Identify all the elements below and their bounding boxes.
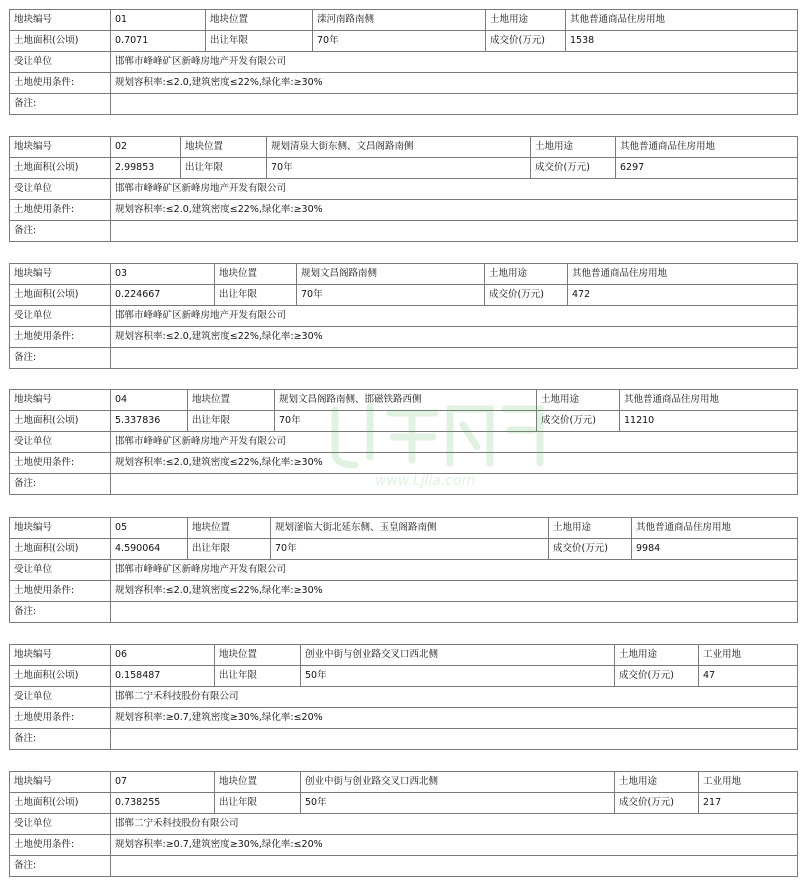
watermark-logo [315,395,555,490]
grantee-value: 邯郸市峰峰矿区新峰房地产开发有限公司 [111,432,798,453]
row-area [10,666,798,687]
row-grantee [10,687,798,708]
parcel-table-02 [9,136,798,242]
area-value: 5.337836 [111,411,188,432]
row-conditions [10,581,798,602]
remarks-label: 备注: [10,94,111,115]
watermark-url: www.Ljlia.com [375,473,476,489]
row-conditions [10,835,798,856]
usage-label: 土地用途 [485,264,568,285]
parcel-no-label: 地块编号 [10,390,111,411]
term-value: 50年 [301,666,615,687]
remarks-value [111,602,798,623]
grantee-label: 受让单位 [10,687,111,708]
remarks-label: 备注: [10,221,111,242]
usage-label: 土地用途 [615,645,699,666]
price-label: 成交价(万元) [549,539,632,560]
area-value: 2.99853 [111,158,181,179]
location-value: 规划文昌阁路南侧、邯磁铁路西侧 [275,390,537,411]
grantee-value: 邯郸市峰峰矿区新峰房地产开发有限公司 [111,306,798,327]
parcel-no-value: 01 [111,10,206,31]
parcel-table-07 [9,771,798,877]
term-value: 70年 [313,31,486,52]
location-label: 地块位置 [215,645,301,666]
row-header [10,10,798,31]
location-value: 滦河南路南侧 [313,10,486,31]
area-label: 土地面积(公顷) [10,793,111,814]
price-value: 1538 [566,31,798,52]
usage-label: 土地用途 [537,390,620,411]
remarks-value [111,348,798,369]
area-value: 4.590064 [111,539,188,560]
row-conditions [10,708,798,729]
conditions-value: 规划容积率:≤2.0,建筑密度≤22%,绿化率:≥30% [111,73,798,94]
price-value: 9984 [632,539,798,560]
remarks-value [111,729,798,750]
location-value: 创业中街与创业路交叉口西北侧 [301,772,615,793]
term-value: 70年 [297,285,485,306]
conditions-label: 土地使用条件: [10,835,111,856]
term-label: 出让年限 [215,793,301,814]
parcel-no-label: 地块编号 [10,137,111,158]
area-label: 土地面积(公顷) [10,31,111,52]
usage-label: 土地用途 [486,10,566,31]
row-header [10,137,798,158]
term-label: 出让年限 [188,411,275,432]
location-value: 规划滏临大街北延东侧、玉皇阁路南侧 [271,518,549,539]
parcel-table-05 [9,517,798,623]
term-label: 出让年限 [206,31,313,52]
conditions-value: 规划容积率:≥0.7,建筑密度≥30%,绿化率:≤20% [111,835,798,856]
parcel-no-label: 地块编号 [10,10,111,31]
parcel-no-value: 03 [111,264,215,285]
term-label: 出让年限 [215,285,297,306]
parcel-no-label: 地块编号 [10,518,111,539]
parcel-no-label: 地块编号 [10,264,111,285]
row-remarks [10,348,798,369]
remarks-label: 备注: [10,602,111,623]
parcel-no-value: 05 [111,518,188,539]
usage-value: 其他普通商品住房用地 [616,137,798,158]
remarks-value [111,221,798,242]
usage-value: 工业用地 [699,772,798,793]
parcel-no-label: 地块编号 [10,645,111,666]
location-label: 地块位置 [215,264,297,285]
conditions-label: 土地使用条件: [10,73,111,94]
location-label: 地块位置 [215,772,301,793]
row-remarks [10,729,798,750]
row-conditions [10,200,798,221]
conditions-label: 土地使用条件: [10,581,111,602]
location-label: 地块位置 [188,518,271,539]
remarks-label: 备注: [10,348,111,369]
area-value: 0.224667 [111,285,215,306]
area-value: 0.738255 [111,793,215,814]
parcel-no-value: 02 [111,137,181,158]
price-label: 成交价(万元) [615,666,699,687]
row-header [10,645,798,666]
row-remarks [10,221,798,242]
term-value: 70年 [267,158,531,179]
row-area [10,793,798,814]
conditions-label: 土地使用条件: [10,200,111,221]
grantee-label: 受让单位 [10,52,111,73]
usage-label: 土地用途 [531,137,616,158]
term-label: 出让年限 [181,158,267,179]
grantee-value: 邯郸市峰峰矿区新峰房地产开发有限公司 [111,52,798,73]
conditions-value: 规划容积率:≤2.0,建筑密度≤22%,绿化率:≥30% [111,200,798,221]
grantee-label: 受让单位 [10,432,111,453]
usage-value: 其他普通商品住房用地 [568,264,798,285]
area-label: 土地面积(公顷) [10,285,111,306]
location-label: 地块位置 [181,137,267,158]
price-value: 6297 [616,158,798,179]
conditions-label: 土地使用条件: [10,708,111,729]
area-label: 土地面积(公顷) [10,666,111,687]
price-value: 11210 [620,411,798,432]
price-label: 成交价(万元) [485,285,568,306]
row-grantee [10,560,798,581]
conditions-value: 规划容积率:≥0.7,建筑密度≥30%,绿化率:≤20% [111,708,798,729]
location-label: 地块位置 [188,390,275,411]
row-conditions [10,327,798,348]
price-label: 成交价(万元) [486,31,566,52]
price-label: 成交价(万元) [615,793,699,814]
location-value: 规划清泉大街东侧、文昌阁路南侧 [267,137,531,158]
parcel-no-value: 07 [111,772,215,793]
grantee-label: 受让单位 [10,814,111,835]
parcel-no-label: 地块编号 [10,772,111,793]
row-conditions [10,73,798,94]
grantee-value: 邯郸二宁禾科技股份有限公司 [111,687,798,708]
row-remarks [10,94,798,115]
location-value: 规划文昌阁路南侧 [297,264,485,285]
area-value: 0.7071 [111,31,206,52]
parcel-no-value: 04 [111,390,188,411]
conditions-value: 规划容积率:≤2.0,建筑密度≤22%,绿化率:≥30% [111,327,798,348]
usage-value: 其他普通商品住房用地 [620,390,798,411]
remarks-value [111,856,798,877]
price-value: 472 [568,285,798,306]
price-label: 成交价(万元) [537,411,620,432]
row-grantee [10,814,798,835]
usage-value: 其他普通商品住房用地 [566,10,798,31]
location-label: 地块位置 [206,10,313,31]
grantee-label: 受让单位 [10,560,111,581]
grantee-label: 受让单位 [10,306,111,327]
conditions-value: 规划容积率:≤2.0,建筑密度≤22%,绿化率:≥30% [111,581,798,602]
term-value: 50年 [301,793,615,814]
price-value: 47 [699,666,798,687]
location-value: 创业中街与创业路交叉口西北侧 [301,645,615,666]
remarks-label: 备注: [10,856,111,877]
area-value: 0.158487 [111,666,215,687]
conditions-value: 规划容积率:≤2.0,建筑密度≤22%,绿化率:≥30% [111,453,798,474]
parcel-table-06 [9,644,798,750]
row-remarks [10,602,798,623]
row-header [10,264,798,285]
term-label: 出让年限 [188,539,271,560]
area-label: 土地面积(公顷) [10,539,111,560]
parcel-table-03 [9,263,798,369]
row-area [10,158,798,179]
usage-value: 其他普通商品住房用地 [632,518,798,539]
usage-value: 工业用地 [699,645,798,666]
conditions-label: 土地使用条件: [10,327,111,348]
grantee-value: 邯郸市峰峰矿区新峰房地产开发有限公司 [111,560,798,581]
grantee-value: 邯郸二宁禾科技股份有限公司 [111,814,798,835]
remarks-label: 备注: [10,474,111,495]
term-value: 70年 [275,411,537,432]
row-header [10,518,798,539]
row-area [10,539,798,560]
usage-label: 土地用途 [549,518,632,539]
term-value: 70年 [271,539,549,560]
row-grantee [10,306,798,327]
row-header [10,772,798,793]
remarks-value [111,94,798,115]
grantee-label: 受让单位 [10,179,111,200]
remarks-label: 备注: [10,729,111,750]
price-label: 成交价(万元) [531,158,616,179]
area-label: 土地面积(公顷) [10,411,111,432]
row-grantee [10,179,798,200]
term-label: 出让年限 [215,666,301,687]
row-area [10,285,798,306]
row-grantee [10,52,798,73]
price-value: 217 [699,793,798,814]
area-label: 土地面积(公顷) [10,158,111,179]
row-remarks [10,856,798,877]
usage-label: 土地用途 [615,772,699,793]
row-area [10,31,798,52]
conditions-label: 土地使用条件: [10,453,111,474]
parcel-table-01 [9,9,798,115]
parcel-no-value: 06 [111,645,215,666]
grantee-value: 邯郸市峰峰矿区新峰房地产开发有限公司 [111,179,798,200]
